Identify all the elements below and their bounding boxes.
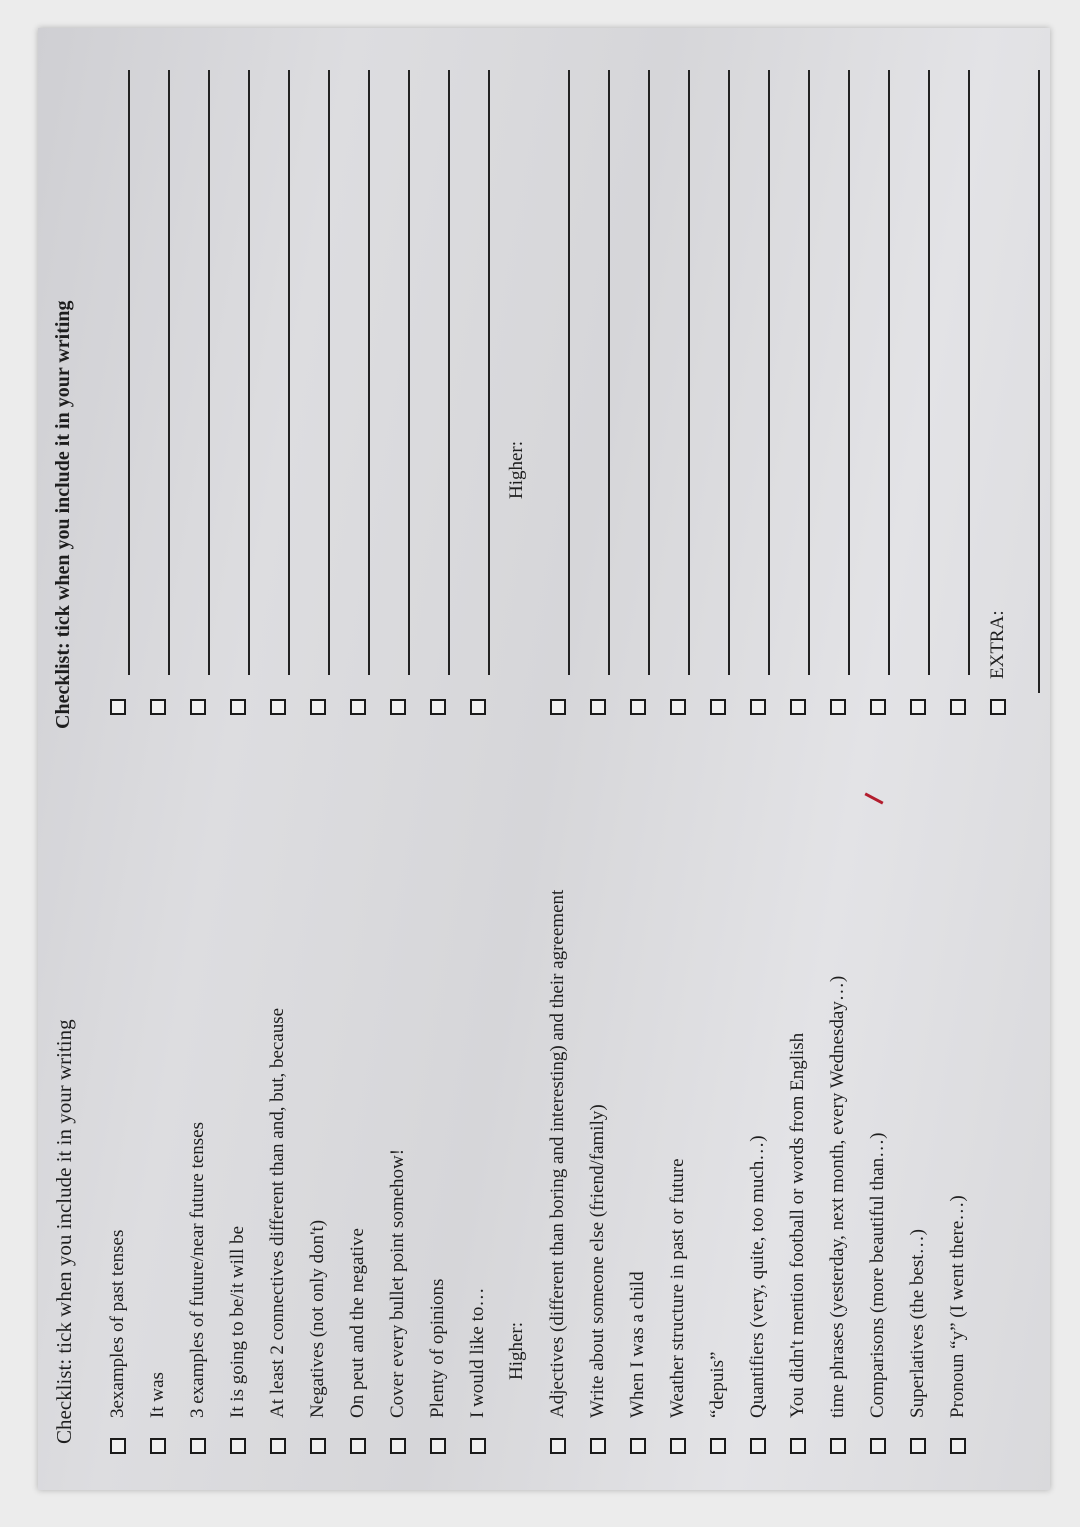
writing-line[interactable] bbox=[786, 70, 810, 675]
checklist-line-row[interactable] bbox=[298, 70, 338, 715]
left-checklist bbox=[38, 759, 1050, 1490]
checkbox[interactable] bbox=[550, 699, 566, 715]
checkbox[interactable] bbox=[670, 1438, 686, 1454]
writing-line[interactable] bbox=[466, 70, 490, 675]
checklist-line-row[interactable] bbox=[698, 70, 738, 715]
checkbox[interactable] bbox=[430, 1438, 446, 1454]
writing-line[interactable] bbox=[186, 70, 210, 675]
checkbox[interactable] bbox=[310, 1438, 326, 1454]
checklist-item[interactable] bbox=[818, 976, 858, 1454]
checkbox[interactable] bbox=[790, 699, 806, 715]
item-label: At least 2 connectives different than and, but, because bbox=[267, 1007, 288, 1418]
extra-label: EXTRA: bbox=[987, 610, 1008, 679]
item-label: Comparisons (more beautiful than…) bbox=[867, 1132, 888, 1418]
writing-line[interactable] bbox=[906, 70, 930, 675]
writing-line[interactable] bbox=[386, 70, 410, 675]
checklist-item[interactable] bbox=[418, 1279, 458, 1454]
checkbox[interactable] bbox=[110, 1438, 126, 1454]
checkbox[interactable] bbox=[550, 1438, 566, 1454]
checklist-item[interactable] bbox=[698, 1352, 738, 1454]
checkbox[interactable] bbox=[990, 699, 1006, 715]
checkbox[interactable] bbox=[390, 1438, 406, 1454]
item-label: It is going to be/it will be bbox=[227, 1225, 248, 1418]
checkbox[interactable] bbox=[710, 699, 726, 715]
checklist-item[interactable] bbox=[658, 1158, 698, 1454]
checkbox[interactable] bbox=[830, 1438, 846, 1454]
checkbox[interactable] bbox=[710, 1438, 726, 1454]
checklist-line-row[interactable] bbox=[738, 70, 778, 715]
writing-line[interactable] bbox=[746, 70, 770, 675]
item-label: “depuis” bbox=[707, 1351, 728, 1418]
extra-line-row[interactable] bbox=[1008, 70, 1048, 693]
checklist-item[interactable] bbox=[218, 1226, 258, 1454]
checkbox[interactable] bbox=[590, 1438, 606, 1454]
left-higher-heading: Higher: bbox=[506, 1321, 527, 1380]
item-label: Adjectives (different than boring and interesting) and their agreement bbox=[547, 889, 568, 1418]
checkbox[interactable] bbox=[870, 699, 886, 715]
left-checklist-title: Checklist: tick when you include it in your writing bbox=[52, 1019, 76, 1444]
checklist-item[interactable] bbox=[258, 1008, 298, 1454]
checklist-item[interactable] bbox=[178, 1122, 218, 1454]
writing-line[interactable] bbox=[826, 70, 850, 675]
checkbox[interactable] bbox=[870, 1438, 886, 1454]
checklist-item[interactable] bbox=[578, 1104, 618, 1454]
checklist-line-row[interactable] bbox=[778, 70, 818, 715]
checkbox[interactable] bbox=[350, 1438, 366, 1454]
checklist-item[interactable] bbox=[138, 1372, 178, 1454]
checklist-item[interactable] bbox=[618, 1271, 658, 1454]
checkbox[interactable] bbox=[350, 699, 366, 715]
checkbox[interactable] bbox=[670, 699, 686, 715]
checklist-line-row[interactable] bbox=[258, 70, 298, 715]
item-label: Write about someone else (friend/family) bbox=[587, 1104, 608, 1418]
checklist-line-row[interactable] bbox=[138, 70, 178, 715]
writing-line[interactable] bbox=[306, 70, 330, 675]
checklist-line-row[interactable] bbox=[818, 70, 858, 715]
writing-line[interactable] bbox=[706, 70, 730, 675]
writing-line[interactable] bbox=[866, 70, 890, 675]
checklist-item[interactable] bbox=[778, 1033, 818, 1454]
red-tick-mark bbox=[864, 792, 883, 804]
checklist-line-row[interactable] bbox=[618, 70, 658, 715]
checklist-line-row[interactable] bbox=[658, 70, 698, 715]
item-label: On peut and the negative bbox=[347, 1228, 368, 1418]
checkbox[interactable] bbox=[230, 1438, 246, 1454]
item-label: It was bbox=[147, 1372, 168, 1418]
item-label: Quantifiers (very, quite, too much…) bbox=[747, 1135, 768, 1418]
checkbox[interactable] bbox=[270, 699, 286, 715]
right-higher-heading: Higher: bbox=[506, 440, 527, 499]
writing-line[interactable] bbox=[946, 70, 970, 675]
checklist-item[interactable] bbox=[538, 890, 578, 1454]
checklist-item[interactable] bbox=[938, 1195, 978, 1454]
checkbox[interactable] bbox=[630, 699, 646, 715]
checklist-line-row[interactable] bbox=[178, 70, 218, 715]
right-checklist bbox=[38, 28, 1050, 759]
item-label: Negatives (not only don't) bbox=[307, 1219, 328, 1418]
item-label: Pronoun “y” (I went there…) bbox=[947, 1195, 968, 1418]
checklist-item[interactable] bbox=[898, 1229, 938, 1454]
checkbox[interactable] bbox=[630, 1438, 646, 1454]
item-label: I would like to… bbox=[467, 1287, 488, 1418]
item-label: Superlatives (the best…) bbox=[907, 1229, 928, 1418]
right-checklist-title: Checklist: tick when you include it in your writing bbox=[52, 300, 74, 729]
checkbox[interactable] bbox=[910, 1438, 926, 1454]
checklist-line-row[interactable] bbox=[378, 70, 418, 715]
checkbox[interactable] bbox=[190, 1438, 206, 1454]
checkbox[interactable] bbox=[150, 699, 166, 715]
checklist-item[interactable] bbox=[858, 1133, 898, 1454]
item-label: When I was a child bbox=[627, 1271, 648, 1418]
checkbox[interactable] bbox=[230, 699, 246, 715]
checkbox[interactable] bbox=[470, 699, 486, 715]
checkbox[interactable] bbox=[270, 1438, 286, 1454]
rotated-page bbox=[38, 28, 1050, 1490]
checklist-line-row[interactable] bbox=[938, 70, 978, 715]
checkbox[interactable] bbox=[470, 1438, 486, 1454]
writing-line[interactable] bbox=[426, 70, 450, 675]
checkbox[interactable] bbox=[750, 699, 766, 715]
item-label: time phrases (yesterday, next month, every Wednesday…) bbox=[827, 975, 848, 1418]
checkbox[interactable] bbox=[830, 699, 846, 715]
item-label: Weather structure in past or future bbox=[667, 1158, 688, 1418]
checkbox[interactable] bbox=[430, 699, 446, 715]
checklist-line-row[interactable] bbox=[858, 70, 898, 715]
checklist-line-row[interactable] bbox=[578, 70, 618, 715]
checkbox[interactable] bbox=[790, 1438, 806, 1454]
writing-line[interactable] bbox=[266, 70, 290, 675]
worksheet-paper bbox=[38, 28, 1050, 1490]
checklist-item[interactable] bbox=[298, 1220, 338, 1454]
checklist-item[interactable] bbox=[378, 1149, 418, 1454]
checkbox[interactable] bbox=[590, 699, 606, 715]
item-label: Cover every bullet point somehow! bbox=[387, 1148, 408, 1418]
item-label: 3 examples of future/near future tenses bbox=[187, 1122, 208, 1418]
writing-line[interactable] bbox=[226, 70, 250, 675]
writing-line[interactable] bbox=[1016, 70, 1040, 693]
checklist-line-row[interactable] bbox=[98, 70, 138, 715]
checkbox[interactable] bbox=[190, 699, 206, 715]
checklist-item[interactable] bbox=[338, 1228, 378, 1454]
checkbox[interactable] bbox=[750, 1438, 766, 1454]
checkbox[interactable] bbox=[910, 699, 926, 715]
checkbox[interactable] bbox=[310, 699, 326, 715]
checklist-line-row[interactable] bbox=[418, 70, 458, 715]
writing-line[interactable] bbox=[346, 70, 370, 675]
item-label: Plenty of opinions bbox=[427, 1278, 448, 1418]
checklist-line-row[interactable] bbox=[338, 70, 378, 715]
checklist-item[interactable] bbox=[738, 1135, 778, 1454]
writing-line[interactable] bbox=[106, 70, 130, 675]
checklist-line-row[interactable] bbox=[458, 70, 498, 715]
checkbox[interactable] bbox=[950, 1438, 966, 1454]
checklist-item[interactable] bbox=[458, 1288, 498, 1454]
writing-line[interactable] bbox=[586, 70, 610, 675]
checklist-line-row[interactable] bbox=[898, 70, 938, 715]
checkbox[interactable] bbox=[390, 699, 406, 715]
writing-line[interactable] bbox=[546, 70, 570, 675]
writing-line[interactable] bbox=[666, 70, 690, 675]
item-label: 3examples of past tenses bbox=[107, 1229, 128, 1418]
checklist-line-row[interactable] bbox=[538, 70, 578, 715]
checklist-line-row[interactable] bbox=[218, 70, 258, 715]
item-label: You didn't mention football or words from English bbox=[787, 1032, 808, 1418]
writing-line[interactable] bbox=[146, 70, 170, 675]
checkbox[interactable] bbox=[110, 699, 126, 715]
checkbox[interactable] bbox=[950, 699, 966, 715]
checkbox[interactable] bbox=[150, 1438, 166, 1454]
checklist-item[interactable] bbox=[98, 1230, 138, 1454]
writing-line[interactable] bbox=[626, 70, 650, 675]
